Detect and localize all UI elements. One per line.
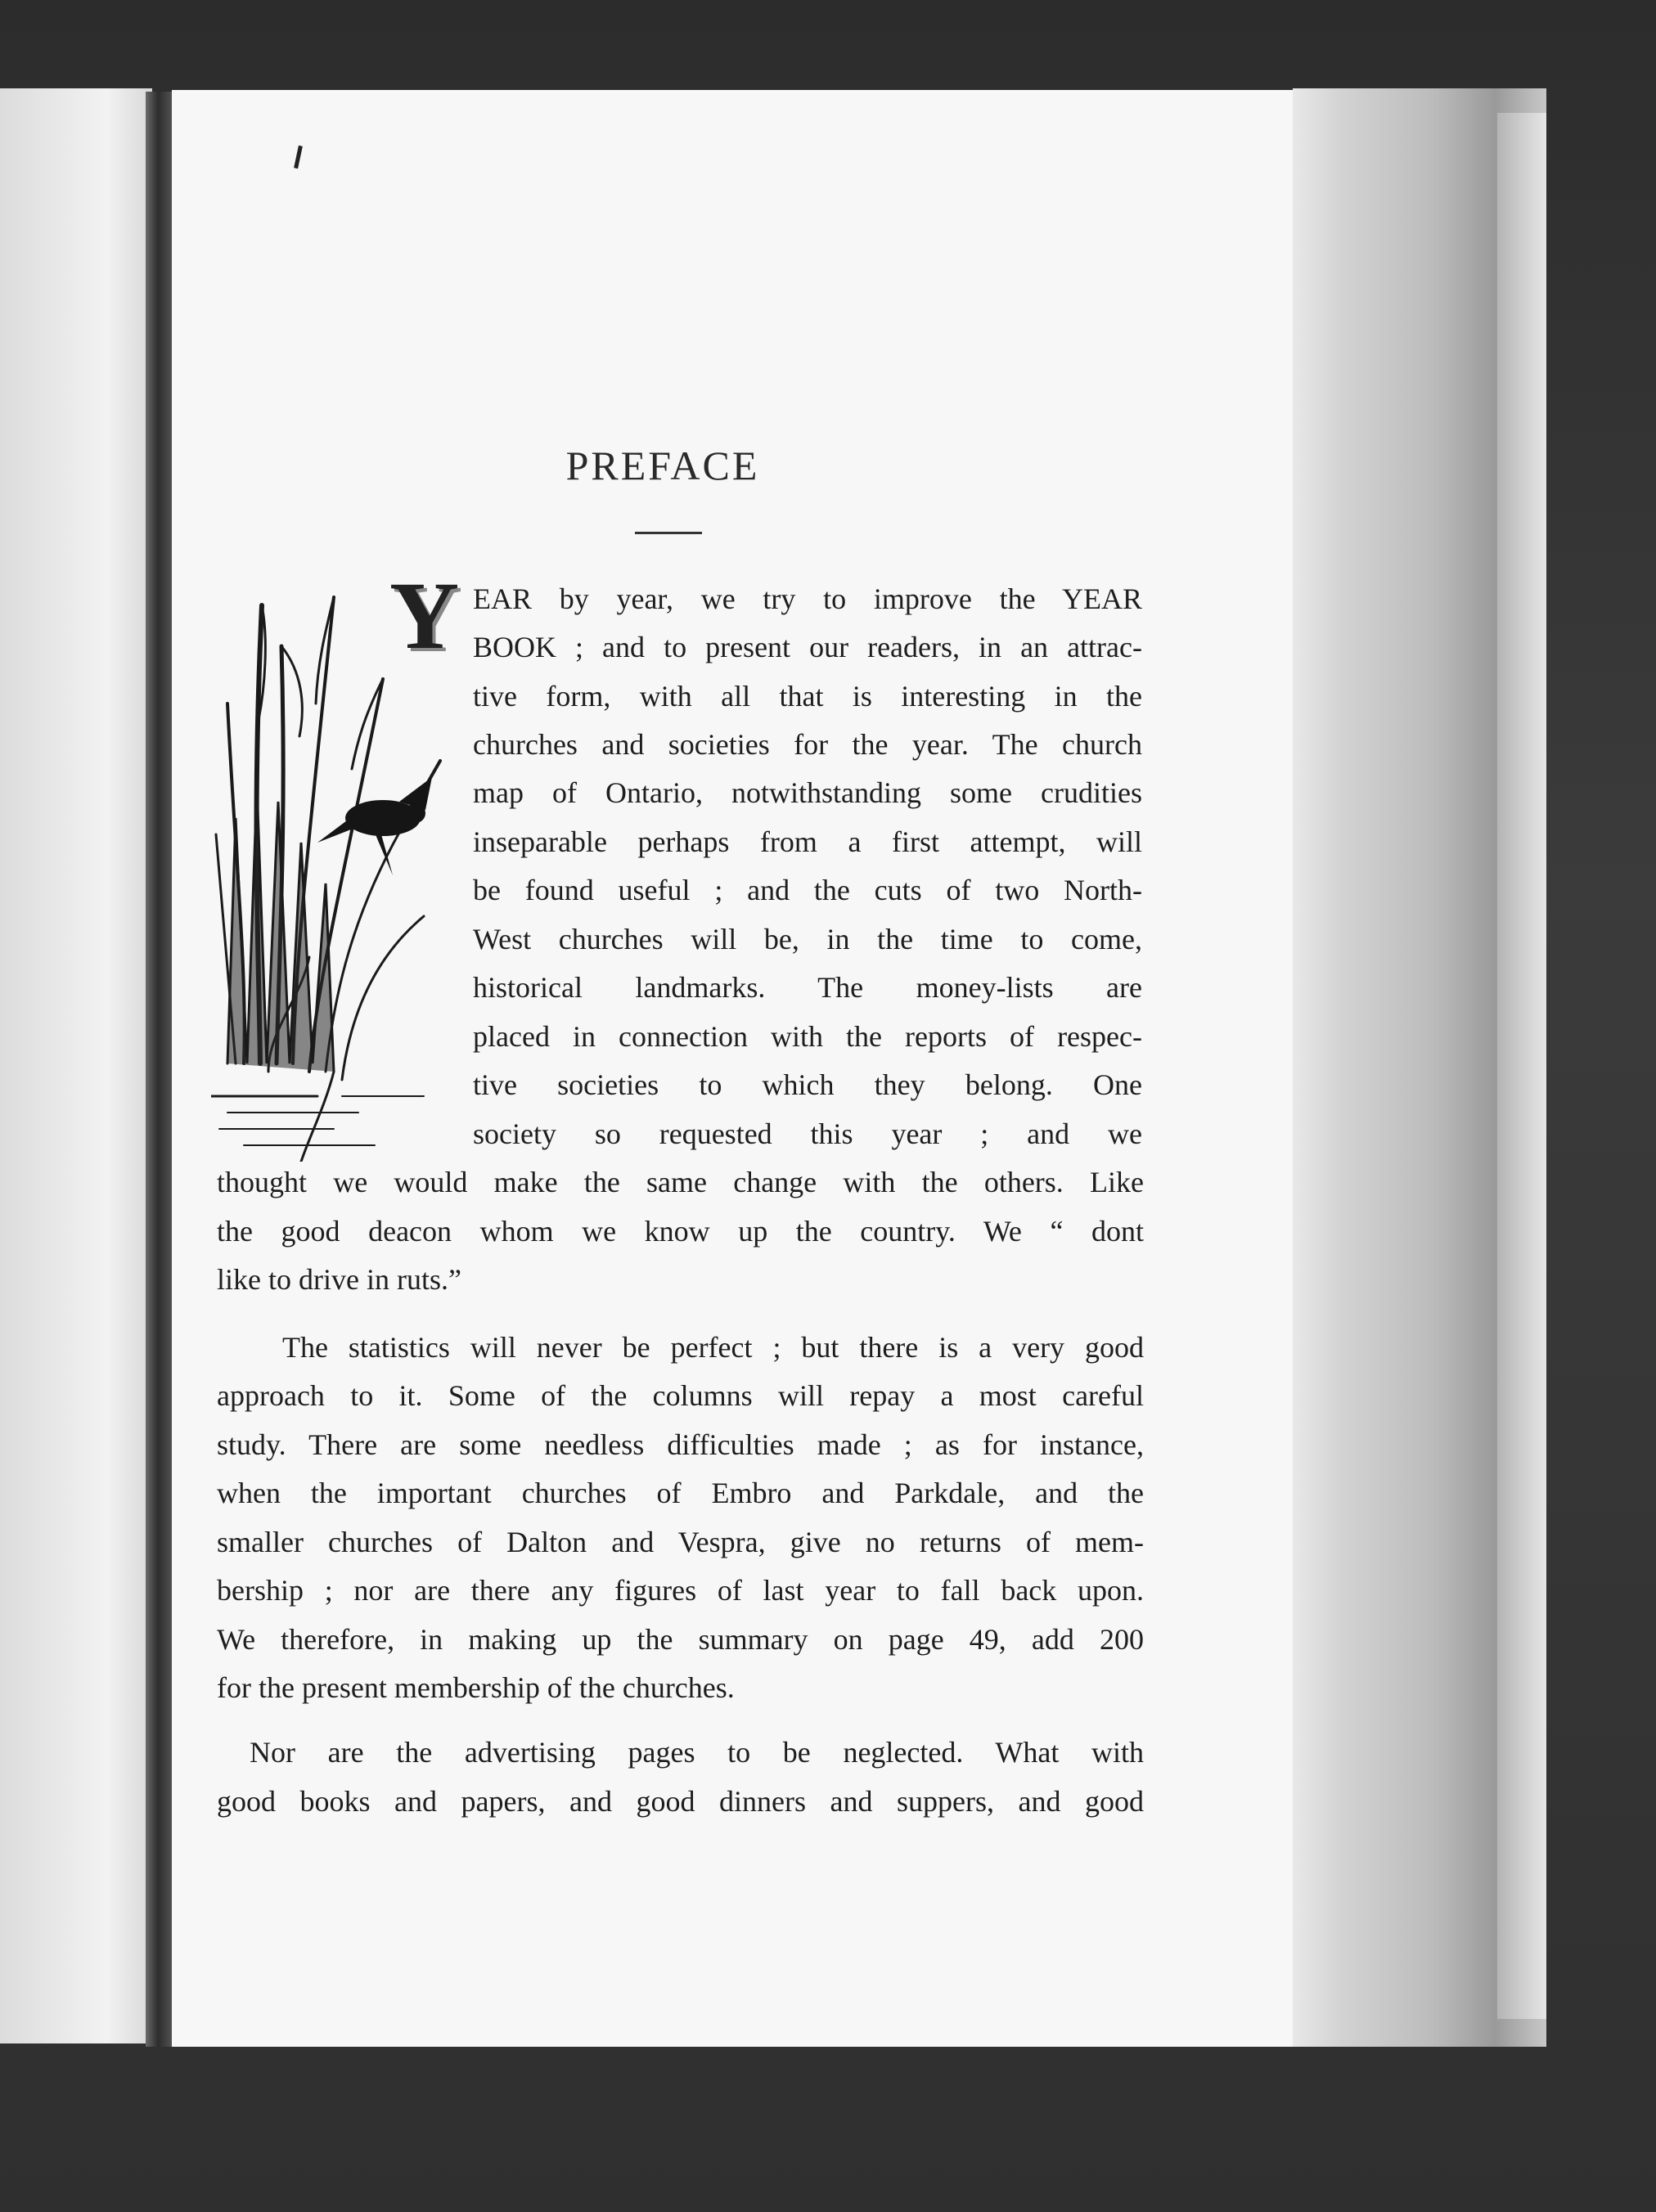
paragraph-1-line-11: tive societies to which they belong. One	[473, 1068, 1142, 1101]
paragraph-1-line-3: tive form, with all that is interesting in the	[473, 680, 1142, 713]
paragraph-2-line-5: smaller churches of Dalton and Vespra, give no returns of mem-	[217, 1526, 1144, 1558]
paragraph-2-line-1: The statistics will never be perfect ; but there is a very good	[282, 1331, 1144, 1364]
paragraph-1-line-9: historical landmarks. The money-lists are	[473, 971, 1142, 1004]
paragraph-2-line-4: when the important churches of Embro and Parkdale, and the	[217, 1477, 1144, 1509]
paragraph-1-line-1: EAR by year, we try to improve the YEAR	[473, 582, 1142, 615]
paragraph-2-line-6: bership ; nor are there any figures of last year to fall back upon.	[217, 1574, 1144, 1607]
paragraph-1-line-4: churches and societies for the year. The church	[473, 728, 1142, 761]
page-title: PREFACE	[565, 443, 760, 488]
paragraph-1-line-14: the good deacon whom we know up the country. We “ dont	[217, 1215, 1144, 1248]
left-page	[0, 88, 152, 2043]
paragraph-2-line-7: We therefore, in making up the summary on page 49, add 200	[217, 1623, 1144, 1656]
paragraph-2-line-8: for the present membership of the churches.	[217, 1671, 735, 1704]
drop-cap: Y	[389, 562, 460, 669]
paragraph-1-line-6: inseparable perhaps from a first attempt, will	[473, 825, 1142, 858]
paragraph-3-line-1: Nor are the advertising pages to be neglected. What with	[250, 1736, 1144, 1769]
paragraph-1-line-15: like to drive in ruts.”	[217, 1263, 461, 1296]
paragraph-3-line-2: good books and papers, and good dinners and suppers, and good	[217, 1785, 1144, 1818]
paragraph-1-line-8: West churches will be, in the time to come,	[473, 923, 1142, 955]
title-rule	[635, 532, 702, 534]
page-edges	[1293, 88, 1546, 2047]
paragraph-1-line-10: placed in connection with the reports of respec-	[473, 1020, 1142, 1053]
paragraph-1-line-2: BOOK ; and to present our readers, in an attrac-	[473, 631, 1142, 663]
paragraph-1-line-12: society so requested this year ; and we	[473, 1117, 1142, 1150]
book-gutter	[146, 92, 173, 2047]
paragraph-2-line-3: study. There are some needless difficulties made ; as for instance,	[217, 1428, 1144, 1461]
paragraph-1-line-13: thought we would make the same change with the others. Like	[217, 1166, 1144, 1198]
paragraph-1-line-5: map of Ontario, notwithstanding some crudities	[473, 776, 1142, 809]
paragraph-1-line-7: be found useful ; and the cuts of two North-	[473, 874, 1142, 906]
paragraph-2-line-2: approach to it. Some of the columns will repay a most careful	[217, 1379, 1144, 1412]
